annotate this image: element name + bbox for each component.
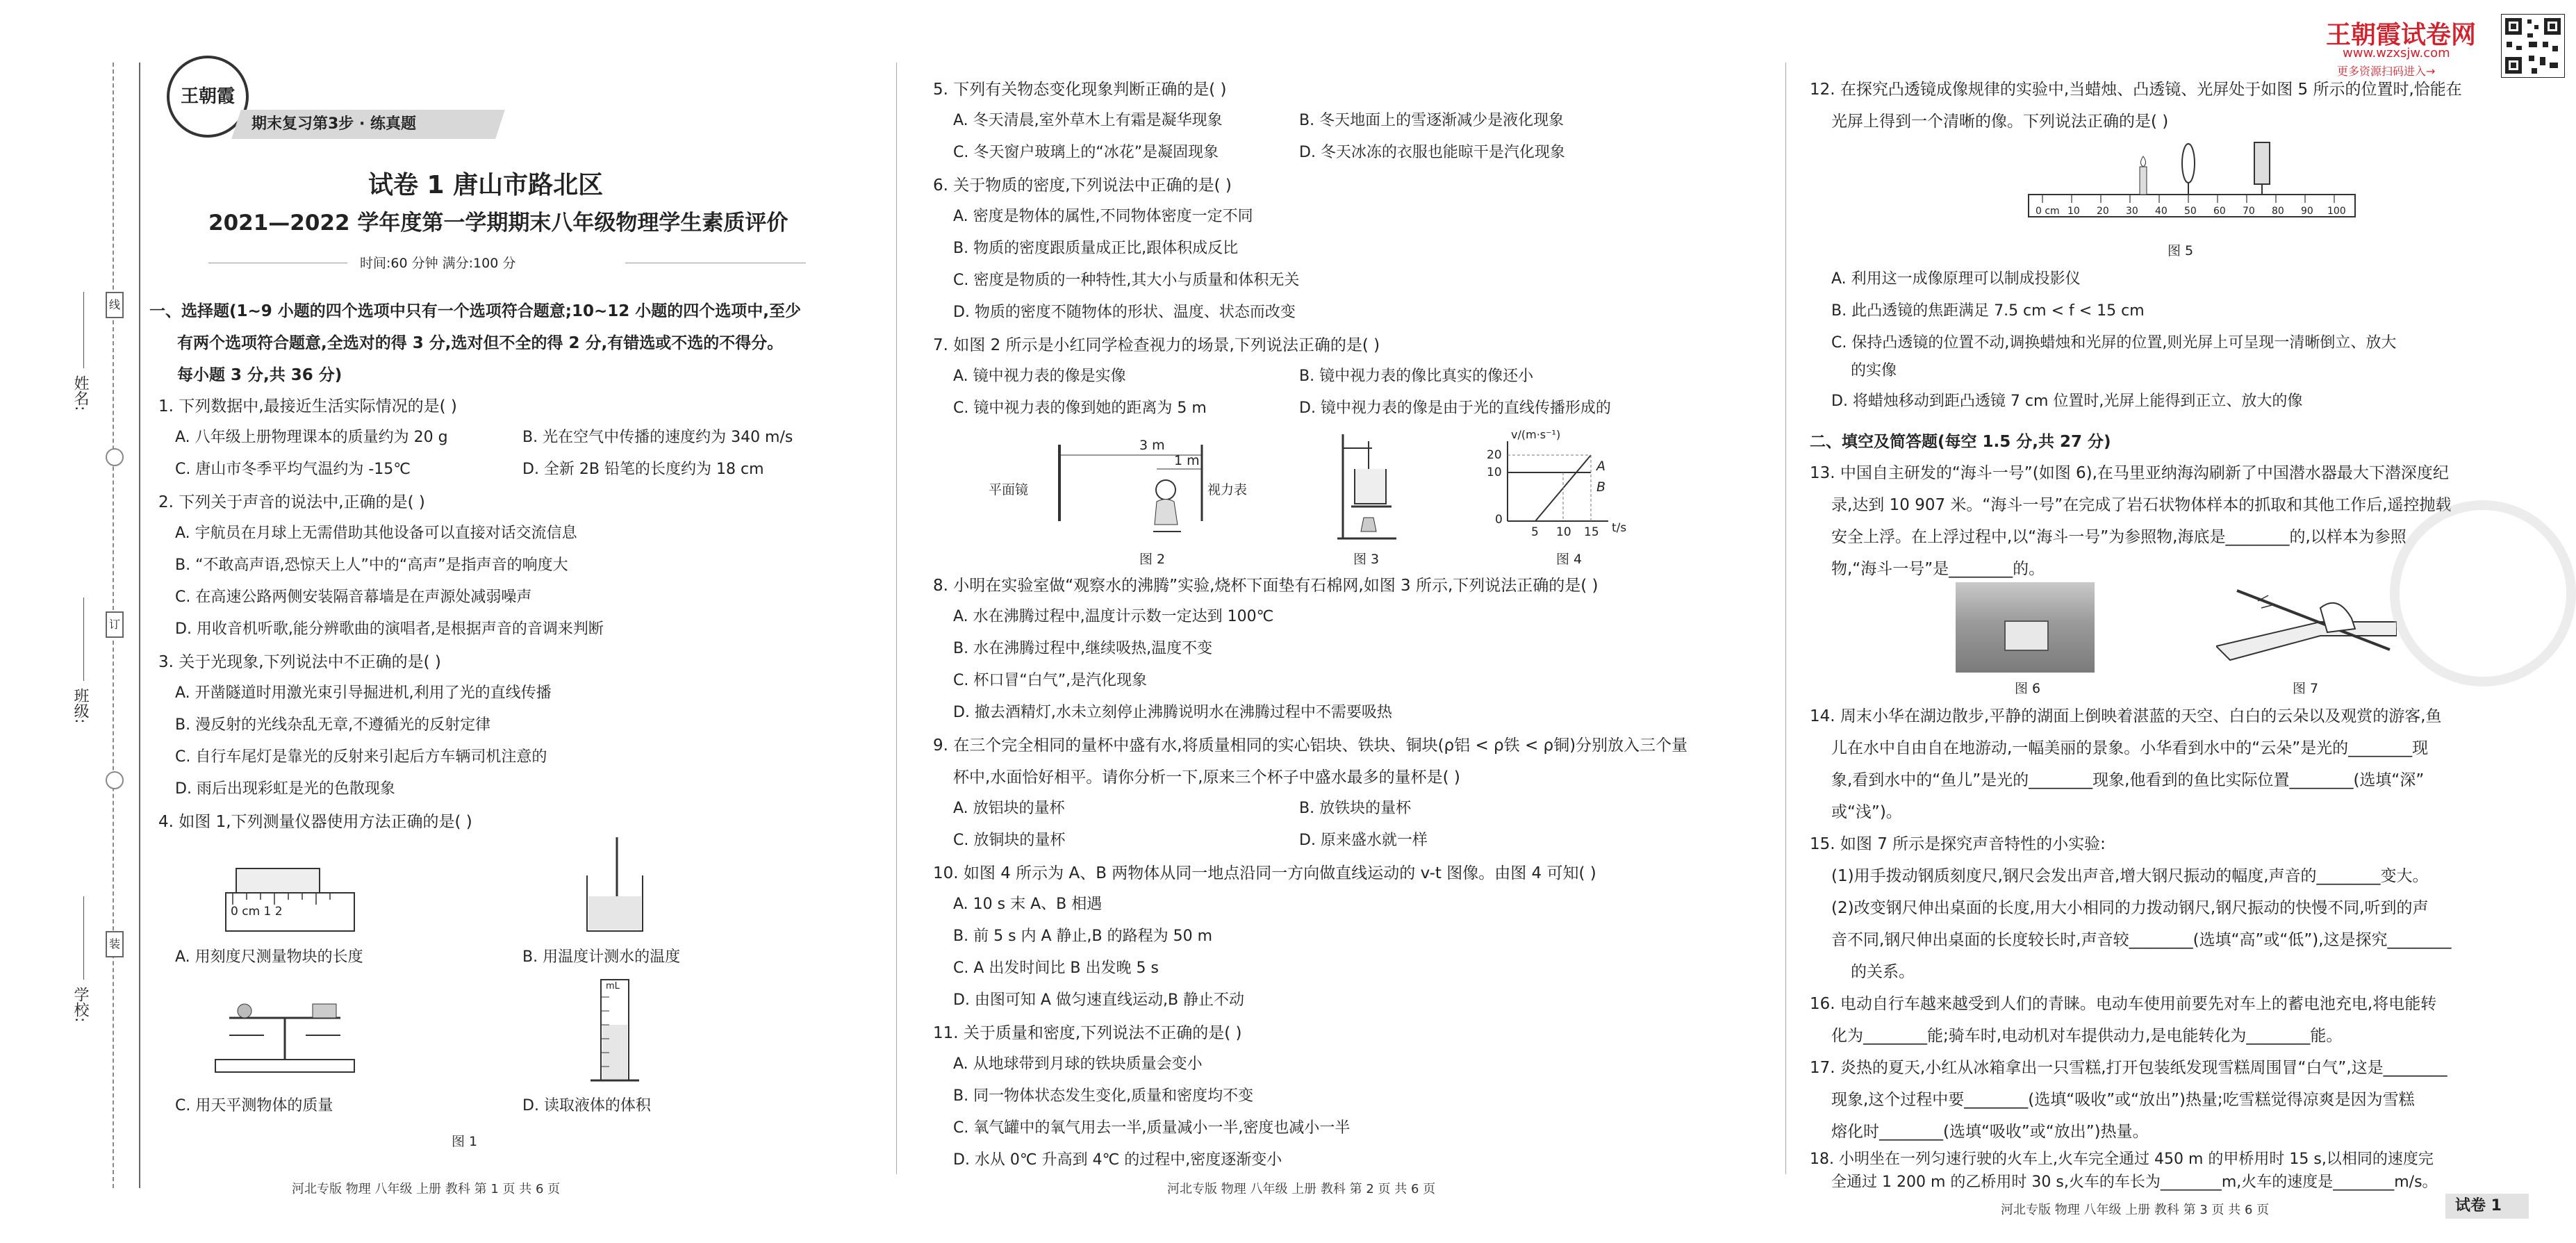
figure4-line-a-label: A xyxy=(1596,459,1605,474)
q12-stem: 12. 在探究凸透镜成像规律的实验中,当蜡烛、凸透镜、光屏处于如图 5 所示的位置时,恰能在 xyxy=(1810,81,2462,99)
q15-line-1: 15. 如图 7 所示是探究声音特性的小实验: xyxy=(1810,835,2106,853)
q3-option-d[interactable]: D. 雨后出现彩虹是光的色散现象 xyxy=(175,780,395,798)
figure6-photo xyxy=(1956,582,2095,673)
figure1-ruler-drawing xyxy=(222,862,361,938)
figure1-cylinder-drawing xyxy=(587,976,643,1087)
binding-solid-line xyxy=(139,63,140,1188)
q11-option-c[interactable]: C. 氧气罐中的氧气用去一半,质量减小一半,密度也减小一半 xyxy=(953,1119,1351,1137)
figure3-caption: 图 3 xyxy=(1353,552,1380,567)
q3-stem: 3. 关于光现象,下列说法中不正确的是( ) xyxy=(158,653,441,671)
q3-option-b[interactable]: B. 漫反射的光线杂乱无章,不遵循光的反射定律 xyxy=(175,716,491,734)
figure7-caption: 图 7 xyxy=(2293,681,2319,696)
q8-stem: 8. 小明在实验室做“观察水的沸腾”实验,烧杯下面垫有石棉网,如图 3 所示,下列说法正确的是( ) xyxy=(933,577,1599,595)
q1-option-c[interactable]: C. 唐山市冬季平均气温约为 -15℃ xyxy=(175,461,411,478)
q17-line-3: 熔化时________(选填“吸收”或“放出”)热量。 xyxy=(1831,1123,2149,1141)
q8-option-a[interactable]: A. 水在沸腾过程中,温度计示数一定达到 100℃ xyxy=(953,608,1274,625)
q13-line-4: 物,“海斗一号”是________的。 xyxy=(1831,560,2045,578)
q6-option-b[interactable]: B. 物质的密度跟质量成正比,跟体积成反比 xyxy=(953,240,1239,257)
q11-option-a[interactable]: A. 从地球带到月球的铁块质量会变小 xyxy=(953,1055,1203,1073)
q10-option-c[interactable]: C. A 出发时间比 B 出发晚 5 s xyxy=(953,960,1159,977)
paper-title: 试卷 1 唐山市路北区 xyxy=(368,171,604,199)
figure2-dist-3m: 3 m xyxy=(1139,438,1165,453)
figure6-caption: 图 6 xyxy=(2015,681,2041,696)
figure5-tick-100: 100 xyxy=(2327,206,2346,217)
q2-option-b[interactable]: B. “不敢高声语,恐惊天上人”中的“高声”是指声音的响度大 xyxy=(175,557,568,574)
figure4-x-tick-15: 15 xyxy=(1584,525,1599,539)
q17-line-1: 17. 炎热的夏天,小红从冰箱拿出一只雪糕,打开包装纸发现雪糕周围冒“白气”,这是________ xyxy=(1810,1059,2447,1077)
q12-option-a[interactable]: A. 利用这一成像原理可以制成投影仪 xyxy=(1831,270,2081,288)
figure5-candle xyxy=(2140,167,2147,195)
q6-stem: 6. 关于物质的密度,下列说法中正确的是( ) xyxy=(933,176,1232,195)
q14-line-2: 儿在水中自由自在地游动,一幅美丽的景象。小华看到水中的“云朵”是光的________现 xyxy=(1831,739,2429,757)
figure4-x-label: t/s xyxy=(1612,521,1627,535)
q3-option-a[interactable]: A. 开凿隧道时用激光束引导掘进机,利用了光的直线传播 xyxy=(175,684,552,702)
q17-line-2: 现象,这个过程中要________(选填“吸收”或“放出”)热量;吃雪糕觉得凉爽是因为雪糕 xyxy=(1831,1091,2415,1109)
figure4-x-tick-10: 10 xyxy=(1556,525,1571,539)
q18-line-2: 全通过 1 200 m 的乙桥用时 30 s,火车的车长为________m,火车的速度是________m/s。 xyxy=(1831,1174,2438,1191)
figure3-drawing xyxy=(1330,427,1400,545)
figure7-drawing xyxy=(2216,580,2397,674)
q12-option-c[interactable]: C. 保持凸透镜的位置不动,调换蜡烛和光屏的位置,则光屏上可呈现一清晰倒立、放大 xyxy=(1831,334,2397,352)
q6-option-a[interactable]: A. 密度是物体的属性,不同物体密度一定不同 xyxy=(953,208,1253,225)
figure5-tick-50: 50 xyxy=(2184,206,2197,217)
q9-stem-2: 杯中,水面恰好相平。请你分析一下,原来三个杯子中盛水最多的量杯是( ) xyxy=(953,768,1460,787)
figure5-tick-80: 80 xyxy=(2272,206,2284,217)
section2-heading: 二、填空及简答题(每空 1.5 分,共 27 分) xyxy=(1810,433,2111,451)
binding-hole-2 xyxy=(106,771,124,789)
q4-stem: 4. 如图 1,下列测量仪器使用方法正确的是( ) xyxy=(158,813,472,831)
q5-stem: 5. 下列有关物态变化现象判断正确的是( ) xyxy=(933,81,1227,99)
q10-option-b[interactable]: B. 前 5 s 内 A 静止,B 的路程为 50 m xyxy=(953,928,1213,945)
figure1-balance-drawing xyxy=(208,994,361,1077)
column-divider-1 xyxy=(896,63,897,1174)
figure4-y-tick-10: 10 xyxy=(1487,466,1502,479)
school-blank[interactable] xyxy=(83,896,85,980)
figure5-tick-0: 0 cm xyxy=(2036,206,2060,217)
section1-heading-2: 有两个选项符合题意,全选对的得 3 分,选对但不全的得 2 分,有错选或不选的不得分。 xyxy=(177,334,784,352)
q2-option-c[interactable]: C. 在高速公路两侧安装隔音幕墙是在声源处减弱噪声 xyxy=(175,588,532,606)
q11-stem: 11. 关于质量和密度,下列说法不正确的是( ) xyxy=(933,1024,1242,1042)
q7-option-a[interactable]: A. 镜中视力表的像是实像 xyxy=(953,368,1126,385)
q2-option-a[interactable]: A. 宇航员在月球上无需借助其他设备可以直接对话交流信息 xyxy=(175,525,577,542)
q9-option-a[interactable]: A. 放铝块的量杯 xyxy=(953,800,1065,817)
q9-option-c[interactable]: C. 放铜块的量杯 xyxy=(953,832,1066,849)
figure4-y-label: v/(m·s⁻¹) xyxy=(1511,428,1561,441)
footer-page-3: 河北专版 物理 八年级 上册 教科 第 3 页 共 6 页 xyxy=(2001,1203,2270,1217)
q1-option-d[interactable]: D. 全新 2B 铅笔的长度约为 18 cm xyxy=(522,461,764,478)
q12-stem-2: 光屏上得到一个清晰的像。下列说法正确的是( ) xyxy=(1831,113,2169,131)
q7-option-b[interactable]: B. 镜中视力表的像比真实的像还小 xyxy=(1299,368,1534,385)
figure5-tick-20: 20 xyxy=(2097,206,2109,217)
figure6-vessel xyxy=(2004,620,2049,651)
q11-option-d[interactable]: D. 水从 0℃ 升高到 4℃ 的过程中,密度逐渐变小 xyxy=(953,1151,1282,1169)
q13-line-3: 安全上浮。在上浮过程中,以“海斗一号”为参照物,海底是________的,以样本为参照 xyxy=(1831,528,2406,546)
q4-option-b[interactable]: B. 用温度计测水的温度 xyxy=(522,948,681,966)
q5-option-c[interactable]: C. 冬天窗户玻璃上的“冰花”是凝固现象 xyxy=(953,144,1219,161)
figure2-mirror-label: 平面镜 xyxy=(989,482,1029,497)
q12-option-d[interactable]: D. 将蜡烛移动到距凸透镜 7 cm 位置时,光屏上能得到正立、放大的像 xyxy=(1831,393,2303,410)
watermark-seal xyxy=(2390,500,2576,686)
site-title[interactable]: 王朝霞试卷网 xyxy=(2326,21,2477,49)
q15-line-4: 音不同,钢尺伸出桌面的长度较长时,声音较________(选填“高”或“低”),这是探究________ xyxy=(1831,931,2452,949)
q9-option-b[interactable]: B. 放铁块的量杯 xyxy=(1299,800,1412,817)
q1-option-a[interactable]: A. 八年级上册物理课本的质量约为 20 g xyxy=(175,429,448,446)
q7-option-d[interactable]: D. 镜中视力表的像是由于光的直线传播形成的 xyxy=(1299,400,1611,417)
q3-option-c[interactable]: C. 自行车尾灯是靠光的反射来引起后方车辆司机注意的 xyxy=(175,748,547,766)
time-info: 时间:60 分钟 满分:100 分 xyxy=(360,256,516,271)
section1-heading-3: 每小题 3 分,共 36 分) xyxy=(177,366,342,384)
binding-mark-2: 订 xyxy=(106,611,124,638)
q15-line-5: 的关系。 xyxy=(1851,963,1915,981)
binding-hole-1 xyxy=(106,448,124,466)
q16-line-1: 16. 电动自行车越来越受到人们的青睐。电动车使用前要先对车上的蓄电池充电,将电能转 xyxy=(1810,995,2437,1013)
figure4-y-tick-0: 0 xyxy=(1495,513,1503,527)
paper-tag xyxy=(2445,1194,2529,1219)
q8-option-c[interactable]: C. 杯口冒“白气”,是汽化现象 xyxy=(953,672,1148,689)
q4-option-c[interactable]: C. 用天平测物体的质量 xyxy=(175,1097,333,1114)
figure4-caption: 图 4 xyxy=(1556,552,1583,567)
class-label: 班级: xyxy=(72,688,89,724)
site-slogan: 更多资源扫码进入→ xyxy=(2337,65,2436,78)
q10-option-d[interactable]: D. 由图可知 A 做匀速直线运动,B 静止不动 xyxy=(953,991,1245,1009)
q5-option-a[interactable]: A. 冬天清晨,室外草木上有霜是凝华现象 xyxy=(953,112,1223,129)
binding-mark-3: 装 xyxy=(106,931,124,957)
q15-line-3: (2)改变钢尺伸出桌面的长度,用大小相同的力拨动钢尺,钢尺振动的快慢不同,听到的声 xyxy=(1831,899,2429,917)
q5-option-d[interactable]: D. 冬天冰冻的衣服也能晾干是汽化现象 xyxy=(1299,144,1565,161)
figure5-tick-70: 70 xyxy=(2243,206,2255,217)
figure5-screen xyxy=(2254,142,2270,184)
q18-line-1: 18. 小明坐在一列匀速行驶的火车上,火车完全通过 450 m 的甲桥用时 15 s,以相同的速度完 xyxy=(1810,1151,2434,1168)
q7-stem: 7. 如图 2 所示是小红同学检查视力的场景,下列说法正确的是( ) xyxy=(933,336,1380,354)
class-blank[interactable] xyxy=(83,598,85,681)
q6-option-c[interactable]: C. 密度是物质的一种特性,其大小与质量和体积无关 xyxy=(953,272,1300,289)
figure5-tick-40: 40 xyxy=(2155,206,2168,217)
header-banner-text: 期末复习第3步 · 练真题 xyxy=(251,115,416,133)
q13-line-1: 13. 中国自主研发的“海斗一号”(如图 6),在马里亚纳海沟刷新了中国潜水器最大下潜深度纪 xyxy=(1810,464,2449,482)
q10-stem: 10. 如图 4 所示为 A、B 两物体从同一地点沿同一方向做直线运动的 v-t 图像。由图 4 可知( ) xyxy=(933,864,1596,882)
q13-line-2: 录,达到 10 907 米。“海斗一号”在完成了岩石状物体样本的抓取和其他工作后,遥控抛载 xyxy=(1831,496,2452,514)
logo-text: 王朝霞 xyxy=(180,86,235,107)
q6-option-d[interactable]: D. 物质的密度不随物体的形状、温度、状态而改变 xyxy=(953,304,1296,321)
figure5-tick-60: 60 xyxy=(2213,206,2226,217)
figure5-tick-90: 90 xyxy=(2301,206,2313,217)
figure5-lens xyxy=(2182,144,2195,183)
figure5-tick-10: 10 xyxy=(2067,206,2080,217)
q14-line-1: 14. 周末小华在湖边散步,平静的湖面上倒映着湛蓝的天空、白白的云朵以及观赏的游客,鱼 xyxy=(1810,707,2442,725)
qr-code-icon[interactable] xyxy=(2501,14,2565,78)
footer-page-2: 河北专版 物理 八年级 上册 教科 第 2 页 共 6 页 xyxy=(1167,1182,1436,1196)
q12-option-c-cont: 的实像 xyxy=(1851,362,1897,379)
column-divider-2 xyxy=(1785,63,1786,1174)
q1-stem: 1. 下列数据中,最接近生活实际情况的是( ) xyxy=(158,397,457,415)
q15-line-2: (1)用手拨动钢质刻度尺,钢尺会发出声音,增大钢尺振动的幅度,声音的________变大。 xyxy=(1831,867,2429,885)
q11-option-b[interactable]: B. 同一物体状态发生变化,质量和密度均不变 xyxy=(953,1087,1254,1105)
q14-line-3: 象,看到水中的“鱼儿”是光的________现象,他看到的鱼比实际位置________(选填“深” xyxy=(1831,771,2425,789)
figure4-line-b-label: B xyxy=(1596,479,1606,495)
binding-mark-1: 线 xyxy=(106,292,124,318)
figure5-tick-30: 30 xyxy=(2126,206,2138,217)
q10-option-a[interactable]: A. 10 s 末 A、B 相遇 xyxy=(953,896,1103,913)
q7-option-c[interactable]: C. 镜中视力表的像到她的距离为 5 m xyxy=(953,400,1207,417)
paper-subtitle: 2021—2022 学年度第一学期期末八年级物理学生素质评价 xyxy=(208,211,789,236)
q8-option-b[interactable]: B. 水在沸腾过程中,继续吸热,温度不变 xyxy=(953,640,1213,657)
name-blank[interactable] xyxy=(83,292,85,368)
name-label: 姓名: xyxy=(72,375,89,411)
figure2-dist-1m: 1 m xyxy=(1174,453,1200,468)
figure4-x-tick-5: 5 xyxy=(1531,525,1539,539)
footer-page-1: 河北专版 物理 八年级 上册 教科 第 1 页 共 6 页 xyxy=(292,1182,561,1196)
q4-option-d[interactable]: D. 读取液体的体积 xyxy=(522,1097,651,1114)
q2-option-d[interactable]: D. 用收音机听歌,能分辨歌曲的演唱者,是根据声音的音调来判断 xyxy=(175,620,604,638)
figure5-caption: 图 5 xyxy=(2168,243,2194,258)
site-url[interactable]: www.wzxsjw.com xyxy=(2343,46,2450,60)
q12-option-b[interactable]: B. 此凸透镜的焦距满足 7.5 cm < f < 15 cm xyxy=(1831,302,2145,320)
paper-tag-label: 试卷 1 xyxy=(2455,1197,2502,1215)
q9-option-d[interactable]: D. 原来盛水就一样 xyxy=(1299,832,1428,849)
q14-line-4: 或“浅”)。 xyxy=(1831,803,1902,821)
figure2-chart-label: 视力表 xyxy=(1207,482,1248,497)
q5-option-b[interactable]: B. 冬天地面上的雪逐渐减少是液化现象 xyxy=(1299,112,1564,129)
q2-stem: 2. 下列关于声音的说法中,正确的是( ) xyxy=(158,493,425,511)
q1-option-b[interactable]: B. 光在空气中传播的速度约为 340 m/s xyxy=(522,429,793,446)
q9-stem: 9. 在三个完全相同的量杯中盛有水,将质量相同的实心铝块、铁块、铜块(ρ铝 < ρ铁 < ρ铜)分别放入三个量 xyxy=(933,736,1688,755)
figure1-caption: 图 1 xyxy=(452,1134,478,1149)
figure2-caption: 图 2 xyxy=(1139,552,1166,567)
q4-option-a[interactable]: A. 用刻度尺测量物块的长度 xyxy=(175,948,363,966)
section1-heading: 一、选择题(1~9 小题的四个选项中只有一个选项符合题意;10~12 小题的四个选项中,至少 xyxy=(149,302,802,320)
figure1-thermometer-drawing xyxy=(577,834,653,938)
q8-option-d[interactable]: D. 撤去酒精灯,水未立刻停止沸腾说明水在沸腾过程中不需要吸热 xyxy=(953,704,1392,721)
figure4-y-tick-20: 20 xyxy=(1487,448,1502,462)
figure1-ruler-label: 0 cm 1 2 xyxy=(231,905,283,919)
figure1-cylinder-unit: mL xyxy=(606,981,620,991)
school-label: 学校: xyxy=(72,987,89,1023)
q16-line-2: 化为________能;骑车时,电动机对车提供动力,是电能转化为________能。 xyxy=(1831,1027,2343,1045)
